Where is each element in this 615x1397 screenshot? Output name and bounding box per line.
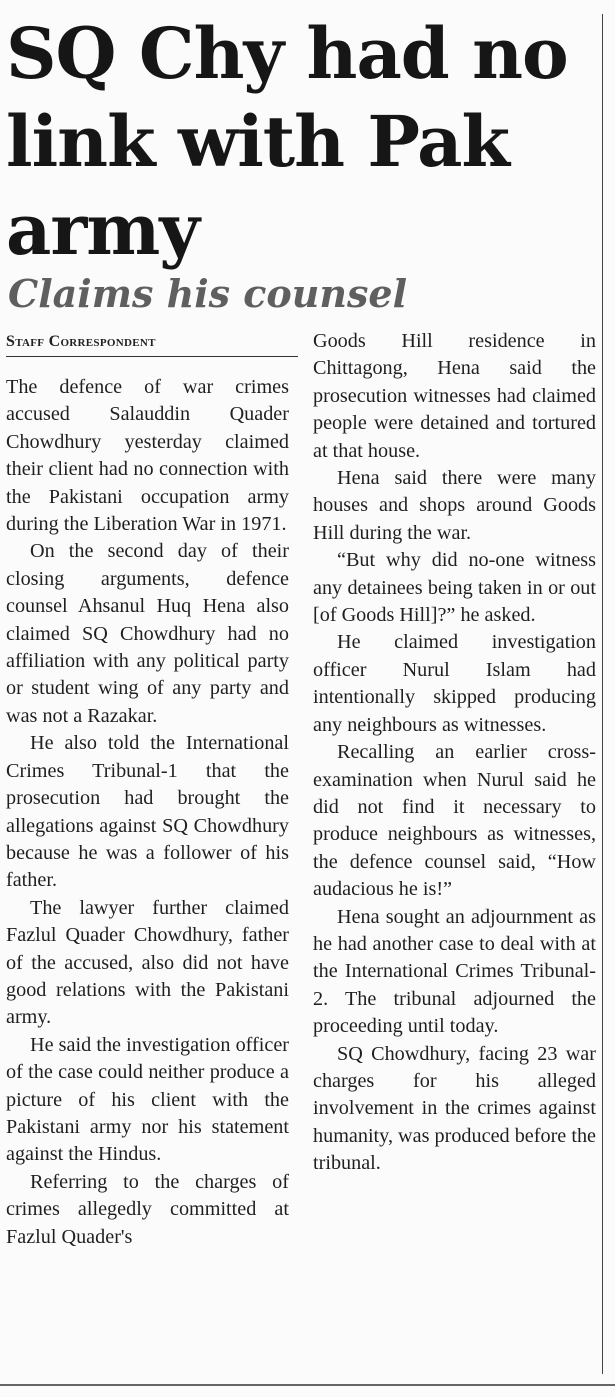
paragraph: He claimed investigation officer Nurul Islam had intentionally skipped producing any neighbours as witnesses. (313, 631, 596, 736)
byline: Staff Correspondent (6, 333, 156, 350)
paragraph: SQ Chowdhury, facing 23 war charges for his alleged involvement in the crimes against humanity, was produced before the tribunal. (313, 1042, 596, 1175)
paragraph: He also told the International Crimes Tribunal-1 that the prosecution had brought the allegations against SQ Chowdhury because he was a follower of his father. (6, 732, 289, 892)
bottom-rule (0, 1384, 615, 1386)
paragraph: The defence of war crimes accused Salauddin Quader Chowdhury yesterday claimed their client had no connection with the Pakistani occupation army during the Liberation War in 1971. (6, 376, 289, 536)
subheadline: Claims his counsel (8, 271, 407, 316)
paragraph: Goods Hill residence in Chittagong, Hena said the prosecution witnesses had claimed people were detained and tortured at that house. (313, 330, 596, 462)
headline: SQ Chy had no link with Pak army (6, 12, 568, 271)
article-column-left (6, 374, 289, 1251)
column-rule-right (602, 14, 603, 1374)
paragraph: Recalling an earlier cross-examination when Nurul said he did not find it necessary to produce neighbours as witnesses, the defence counsel said, “How audacious he is!” (313, 741, 596, 901)
paragraph: “But why did no-one witness any detainees being taken in or out [of Goods Hill]?” he asked. (313, 549, 596, 627)
paragraph: He said the investigation officer of the case could neither produce a picture of his client with the Pakistani army nor his statement against the Hindus. (6, 1033, 289, 1166)
article-column-right (313, 328, 596, 1178)
paragraph: Referring to the charges of crimes allegedly committed at Fazlul Quader's (6, 1170, 289, 1248)
paragraph: On the second day of their closing arguments, defence counsel Ahsanul Huq Hena also claimed SQ Chowdhury had no affiliation with any political party or student wing of any party and was not a Razakar. (6, 540, 289, 727)
byline-rule (6, 356, 298, 357)
paragraph: The lawyer further claimed Fazlul Quader Chowdhury, father of the accused, also did not have good relations with the Pakistani army. (6, 896, 289, 1029)
paragraph: Hena said there were many houses and shops around Goods Hill during the war. (313, 467, 596, 544)
paragraph: Hena sought an adjournment as he had another case to deal with at the International Crimes Tribunal-2. The tribunal adjourned the proceeding until today. (313, 905, 596, 1038)
